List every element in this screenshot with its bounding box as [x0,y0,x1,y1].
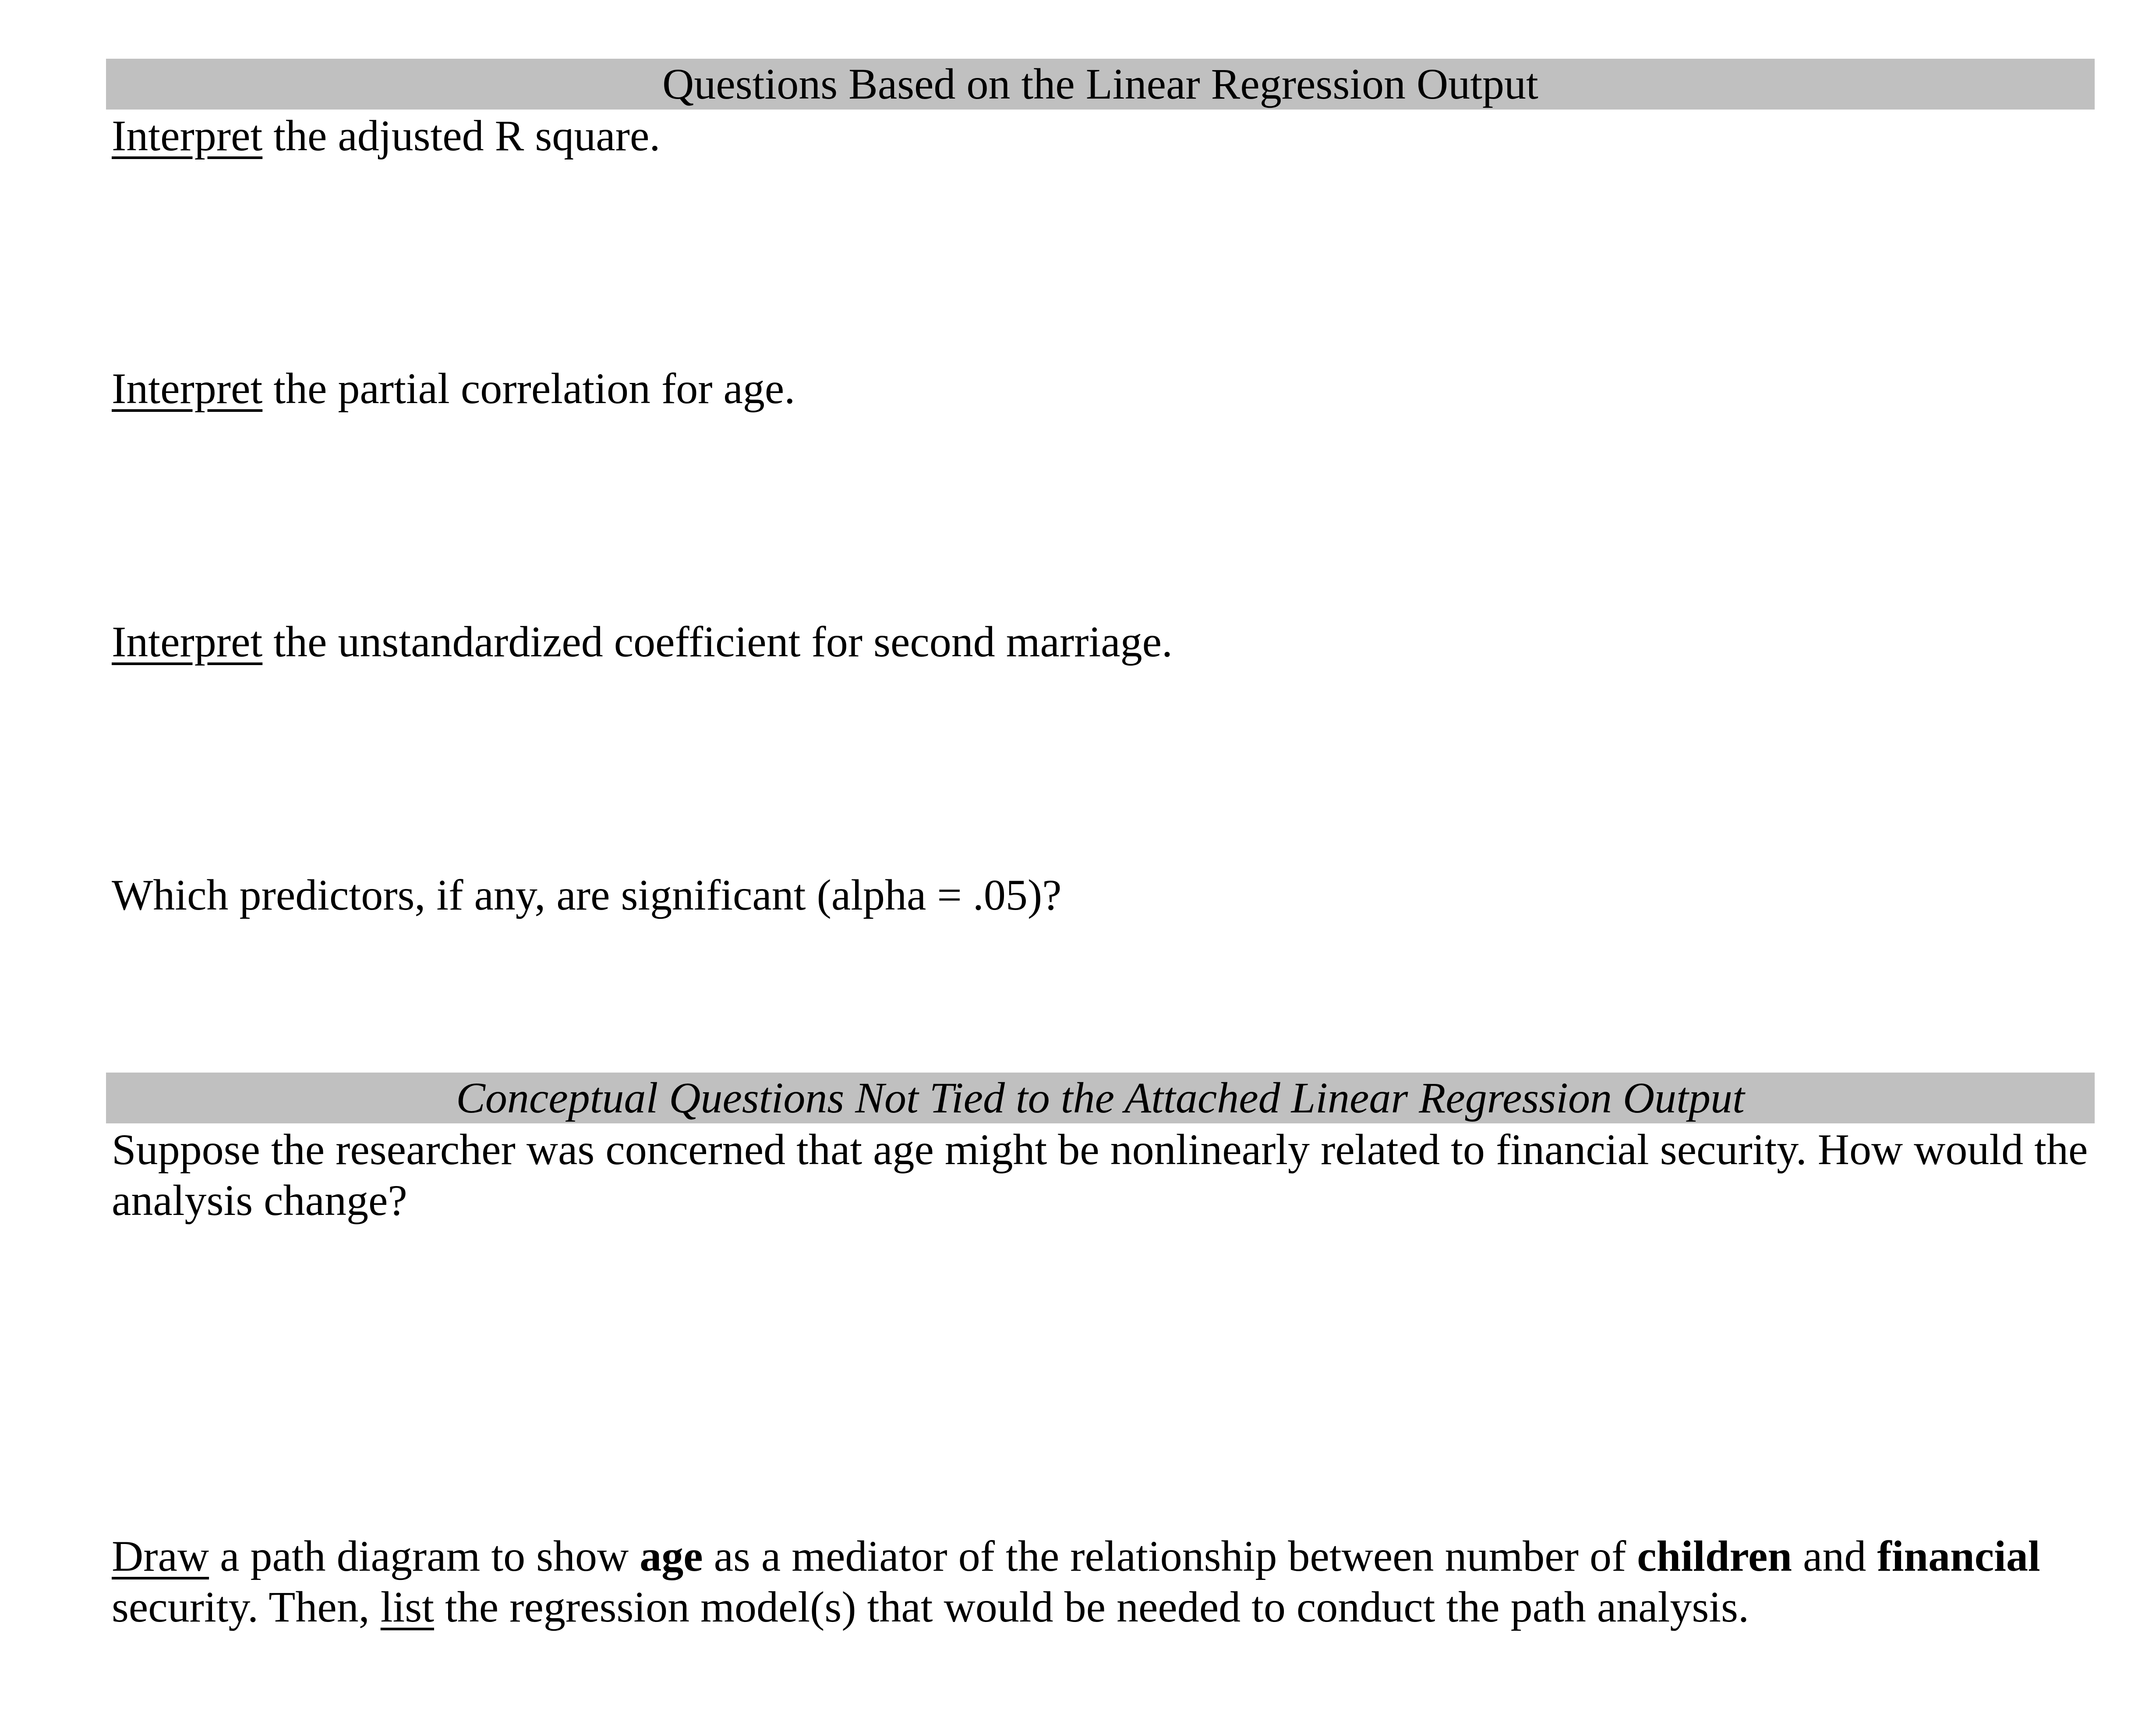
question-significant-predictors: Which predictors, if any, are significant (alpha = .05)? [112,871,1062,919]
question-text: the unstandardized coefficient for second marriage. [262,617,1173,666]
bold-term-children: children [1637,1532,1792,1580]
question-nonlinear-age: Suppose the researcher was concerned that age might be nonlinearly related to financial security. How would the analysis change? [112,1125,2088,1225]
question-text: the regression model(s) that would be needed to conduct the path analysis. [434,1583,1749,1631]
instruction-verb: Interpret [112,617,263,666]
question-path-diagram [112,1531,2092,1632]
question-text: security. Then, [112,1583,381,1631]
question-text: a path diagram to show [209,1532,640,1580]
question-adjusted-r-square [112,110,2092,161]
section-header-conceptual-questions: Conceptual Questions Not Tied to the Attached Linear Regression Output [106,1073,2095,1123]
bold-term-financial: financial [1877,1532,2040,1580]
bold-term-age: age [640,1532,703,1580]
instruction-verb-draw: Draw [112,1532,209,1580]
question-text: the partial correlation for age. [262,364,795,413]
question-text: the adjusted R square. [262,111,661,160]
question-unstandardized-coefficient [112,616,2092,667]
question-text: and [1792,1532,1877,1580]
section-header-regression-output: Questions Based on the Linear Regression Output [106,59,2095,110]
question-partial-correlation [112,363,2092,414]
instruction-verb: Interpret [112,364,263,413]
question-text: as a mediator of the relationship between number of [703,1532,1637,1580]
instruction-verb-list: list [380,1583,434,1631]
instruction-verb: Interpret [112,111,263,160]
